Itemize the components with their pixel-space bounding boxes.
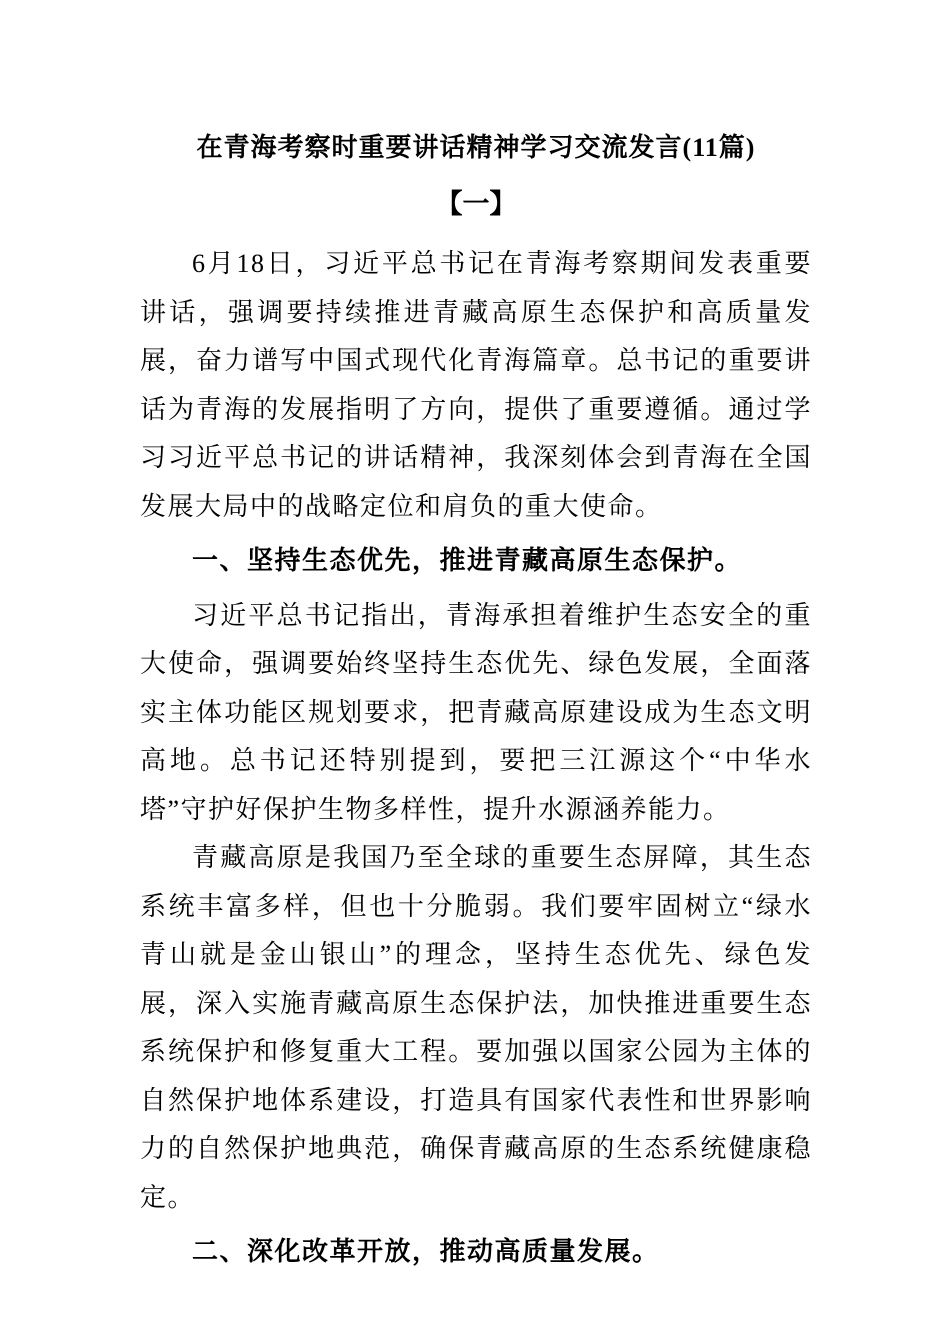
heading-section-1: 一、坚持生态优先，推进青藏高原生态保护。	[192, 546, 743, 575]
paragraph-section-1-b: 青藏高原是我国乃至全球的重要生态屏障，其生态系统丰富多样，但也十分脆弱。我们要牢固树立“绿水青山就是金山银山”的理念，坚持生态优先、绿色发展，深入实施青藏高原生态保护法，加快推进重要生态系统保护和修复重大工程。要加强以国家公园为主体的自然保护地体系建设，打造具有国家代表性和世界影响力的自然保护地典范，确保青藏高原的生态系统健康稳定。	[140, 843, 812, 1212]
section-marker: 【一】	[435, 189, 517, 219]
paragraph-intro: 6月18日，习近平总书记在青海考察期间发表重要讲话，强调要持续推进青藏高原生态保护和高质量发展，奋力谱写中国式现代化青海篇章。总书记的重要讲话为青海的发展指明了方向，提供了重要遵循。通过学习习近平总书记的讲话精神，我深刻体会到青海在全国发展大局中的战略定位和肩负的重大使命。	[140, 249, 812, 521]
document-content	[140, 128, 812, 1283]
document-title: 在青海考察时重要讲话精神学习交流发言(11篇)	[196, 133, 756, 162]
heading-section-2: 二、深化改革开放，推动高质量发展。	[192, 1237, 660, 1266]
paragraph-section-1-a: 习近平总书记指出，青海承担着维护生态安全的重大使命，强调要始终坚持生态优先、绿色发展，全面落实主体功能区规划要求，把青藏高原建设成为生态文明高地。总书记还特别提到，要把三江源这个“中华水塔”守护好保护生物多样性，提升水源涵养能力。	[140, 600, 812, 824]
